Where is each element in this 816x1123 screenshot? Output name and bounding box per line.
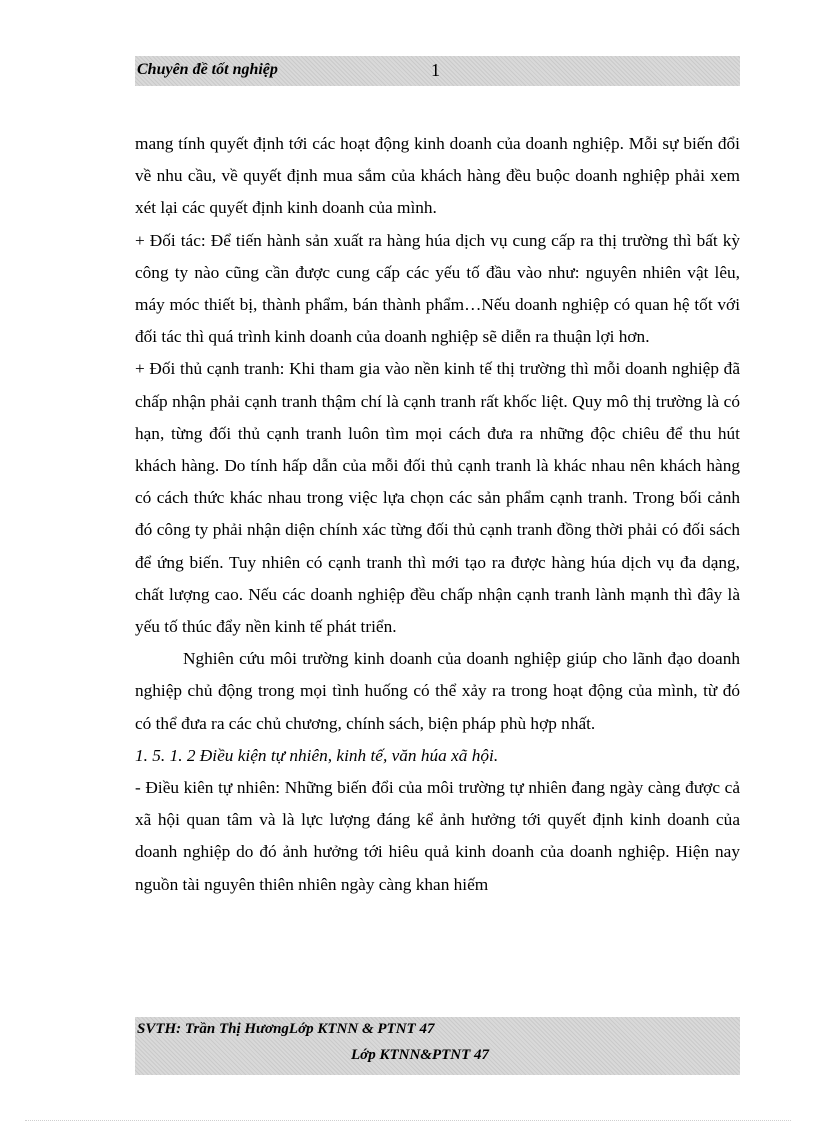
page-number: 1 — [431, 60, 440, 80]
paragraph-partners: + Đối tác: Để tiến hành sản xuất ra hàng húa dịch vụ cung cấp ra thị trường thì bất kỳ công ty nào cũng cần được cung cấp các yếu tố đầu vào như: nguyên nhiên vật lêu, máy móc thiết bị, thành phẩm, bán thành phẩm…Nếu doanh nghiệp có quan hệ tốt với đối tác thì quá trình kinh doanh của doanh nghiệp sẽ diễn ra thuận lợi hơn. — [135, 230, 740, 347]
paragraph: mang tính quyết định tới các hoạt động kinh doanh của doanh nghiệp. Mỗi sự biến đổi về nhu cầu, về quyết định mua sắm của khách hàng đều buộc doanh nghiệp phải xem xét lại các quyết định kinh doanh của mình. — [135, 134, 740, 218]
section-heading: 1. 5. 1. 2 Điều kiện tự nhiên, kinh tế, văn húa xã hội. — [135, 745, 499, 765]
paragraph-competitors: + Đối thủ cạnh tranh: Khi tham gia vào nền kinh tế thị trường thì mỗi doanh nghiệp đã chấp nhận phải cạnh tranh thậm chí là cạnh tranh rất khốc liệt. Quy mô thị trường là có hạn, từng đối thủ cạnh tranh luôn tìm mọi cách đưa ra những độc chiêu để thu hút khách hàng. Do tính hấp dẫn của mỗi đối thủ cạnh tranh là khác nhau nên khách hàng có cách thức khác nhau trong việc lựa chọn các sản phẩm cạnh tranh. Trong bối cảnh đó công ty phải nhận diện chính xác từng đối thủ cạnh tranh đồng thời phải có đối sách để ứng biến. Tuy nhiên có cạnh tranh thì mới tạo ra được hàng húa dịch vụ đa dạng, chất lượng cao. Nếu các doanh nghiệp đều chấp nhận cạnh tranh lành mạnh thì đây là yếu tố thúc đẩy nền kinh tế phát triển. — [135, 359, 740, 637]
page-header — [135, 56, 740, 86]
page-footer — [135, 1017, 740, 1075]
footer-class: Lớp KTNN&PTNT 47 — [351, 1047, 490, 1063]
paragraph-research: Nghiên cứu môi trường kinh doanh của doanh nghiệp giúp cho lãnh đạo doanh nghiệp chủ động trong mọi tình huống có thể xảy ra trong hoạt động của mình, từ đó có thể đưa ra các chủ chương, chính sách, biện pháp phù hợp nhất. — [135, 649, 740, 733]
paragraph-natural-conditions: - Điều kiên tự nhiên: Những biến đổi của môi trường tự nhiên đang ngày càng được cả xã hội quan tâm và là lực lượng đáng kể ảnh hưởng tới quyết định kinh doanh của doanh nghiệp do đó ảnh hưởng tới hiêu quả kinh doanh của doanh nghiệp. Hiện nay nguồn tài nguyên thiên nhiên ngày càng khan hiếm — [135, 778, 740, 894]
header-title: Chuyên đề tốt nghiệp — [137, 61, 278, 78]
document-body — [135, 128, 740, 901]
page-edge-divider — [25, 1120, 791, 1121]
footer-author: SVTH: Trần Thị HươngLớp KTNN & PTNT 47 — [137, 1021, 435, 1037]
